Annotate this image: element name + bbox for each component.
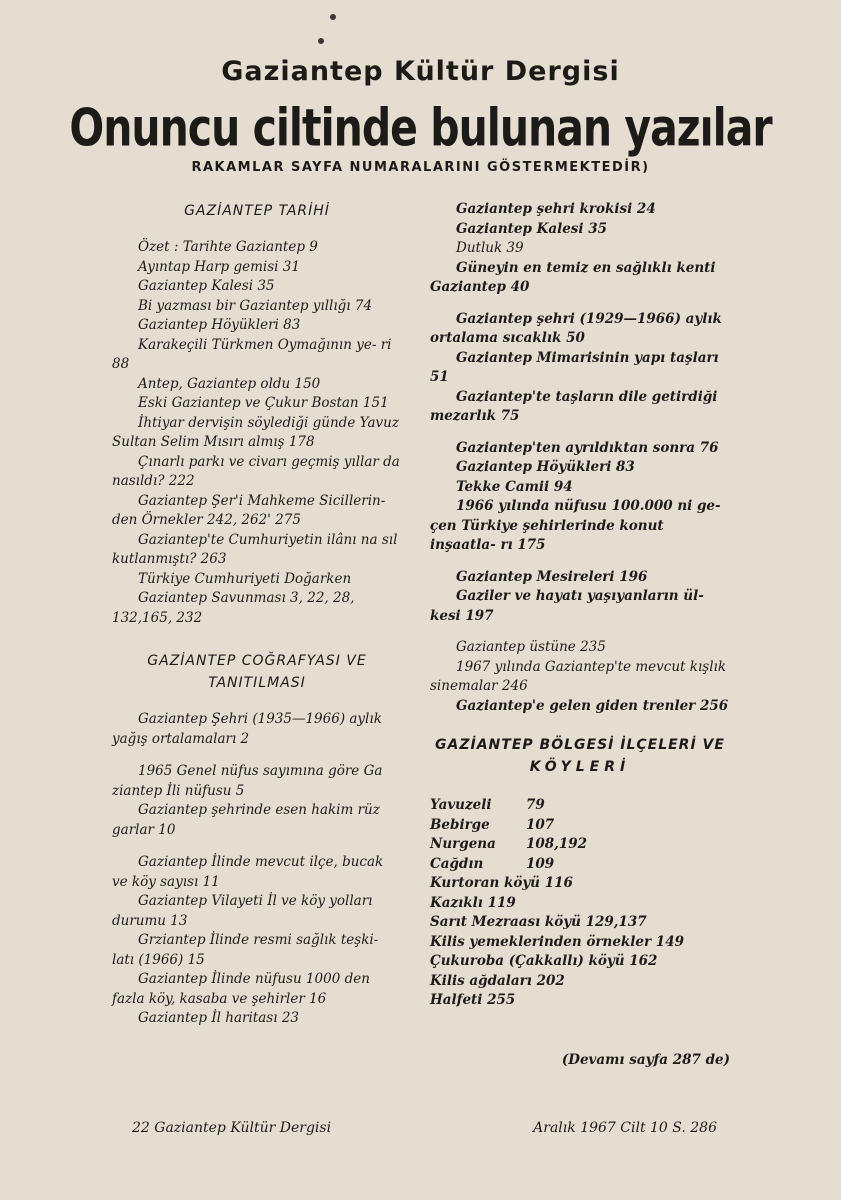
list-item: Gaziantep Kalesi 35: [456, 220, 608, 237]
list-item: Gaziantep şehri (1929—1966) aylık ortalama sıcaklık 50: [430, 310, 722, 346]
footer-left: 22 Gaziantep Kültür Dergisi: [132, 1120, 332, 1136]
left-column: [112, 200, 402, 1029]
list-item: Gaziantep Mesireleri 196: [456, 568, 648, 585]
list-item: [430, 855, 730, 875]
entry-name: Bebirge: [430, 816, 490, 833]
list-item: Gaziantep Höyükleri 83: [138, 317, 301, 333]
list-item: Ayıntap Harp gemisi 31: [138, 258, 300, 275]
section-title-line: KÖYLERİ: [529, 759, 631, 775]
entry-pages: 109: [526, 855, 555, 872]
entry-pages: 107: [526, 816, 555, 833]
list-item: [430, 816, 730, 836]
list-item: Gaziantep Şer'i Mahkeme Sicillerin- den Örnekler 242, 262' 275: [112, 492, 386, 528]
list-item: Gaziantep Kalesi 35: [138, 278, 275, 294]
list-item: [430, 835, 730, 855]
magazine-title: Gaziantep Kültür Dergisi: [221, 56, 620, 87]
list-item: Gaziantep Vilayeti İl ve köy yolları durumu 13: [112, 893, 373, 929]
footer-right: Aralık 1967 Cilt 10 S. 286: [533, 1120, 717, 1136]
right-list-c: [430, 439, 730, 556]
list-item: Gaziantep şehri krokisi 24: [456, 201, 656, 217]
list-item: [430, 796, 730, 816]
section-title-tarih: GAZİANTEP TARİHİ: [184, 203, 330, 219]
list-item: Eski Gaziantep ve Çukur Bostan 151: [138, 395, 389, 411]
page-subtitle: RAKAMLAR SAYFA NUMARALARINI GÖSTERMEKTEDİR): [191, 160, 650, 175]
list-item: Gaziantep İlinde nüfusu 1000 den fazla köy, kasaba ve şehirler 16: [112, 971, 370, 1007]
list-item: İhtiyar dervişin söylediği günde Yavuz Sultan Selim Mısırı almış 178: [112, 414, 399, 450]
section-title-line: GAZİANTEP BÖLGESİ İLÇELERİ VE: [435, 737, 725, 753]
binding-hole: [330, 14, 336, 20]
list-item: Gaziantep Şehri (1935—1966) aylık yağış ortalamaları 2: [112, 711, 382, 747]
binding-hole: [318, 38, 324, 44]
list-item: Dutluk 39: [456, 240, 524, 256]
list-item: Gaziantep'te Cumhuriyetin ilânı na sıl kutlanmıştı? 263: [112, 531, 398, 567]
list-item: Gaziantep şehrinde esen hakim rüz garlar 10: [112, 802, 380, 838]
section-title-cografya: [112, 650, 402, 694]
ilce-entries: [430, 796, 730, 1011]
list-item: Çukuroba (Çakkallı) köyü 162: [430, 953, 658, 969]
list-item: Çınarlı parkı ve civarı geçmiş yıllar da nasıldı? 222: [112, 453, 400, 489]
list-item: Karakeçili Türkmen Oymağının ye- ri 88: [112, 336, 392, 372]
list-item: Gaziantep Mimarisinin yapı taşları 51: [430, 349, 719, 385]
entry-pages: 79: [526, 797, 545, 813]
list-item: Kurtoran köyü 116: [430, 875, 573, 891]
list-item: Özet : Tarihte Gaziantep 9: [138, 239, 318, 255]
list-item: Tekke Camii 94: [456, 478, 573, 495]
entry-pages: 108,192: [526, 836, 588, 852]
list-item: Gaziantep üstüne 235: [456, 639, 606, 655]
section-title-line: TANITILMASI: [208, 675, 306, 691]
page-title: Onuncu ciltinde bulunan yazılar: [69, 98, 772, 158]
list-item: Gaziantep'te taşların dile getirdiği mezarlık 75: [430, 388, 718, 424]
list-item: Kilis yemeklerinden örnekler 149: [430, 933, 684, 950]
list-item: Kazıklı 119: [430, 894, 516, 911]
list-item: Gaziantep'e gelen giden trenler 256: [456, 697, 729, 714]
entry-name: Nurgena: [430, 836, 496, 852]
continued-note: (Devamı sayfa 287 de): [561, 1051, 730, 1068]
list-item: Türkiye Cumhuriyeti Doğarken: [138, 570, 352, 587]
list-item: 1967 yılında Gaziantep'te mevcut kışlık sinemalar 246: [430, 658, 727, 694]
list-item: Gaziantep İl haritası 23: [138, 1010, 299, 1026]
tarih-list: [112, 238, 402, 628]
right-list-b: [430, 310, 730, 427]
list-item: Grziantep İlinde resmi sağlık teşki- latı (1966) 15: [112, 932, 379, 968]
right-list-d: [430, 568, 730, 627]
list-item: Gaziler ve hayatı yaşıyanların ül- kesi 197: [430, 588, 704, 624]
list-item: Antep, Gaziantep oldu 150: [138, 375, 321, 392]
section-title-ilceler: [430, 734, 730, 778]
right-column: [430, 200, 730, 1070]
list-item: Gaziantep Savunması 3, 22, 28, 132,165, 232: [112, 590, 355, 626]
list-item: Gaziantep İlinde mevcut ilçe, bucak ve köy sayısı 11: [112, 854, 384, 890]
list-item: Güneyin en temiz en sağlıklı kenti Gaziantep 40: [430, 259, 716, 295]
entry-name: Yavuzeli: [430, 797, 492, 813]
right-list-e: [430, 638, 730, 716]
list-item: Gaziantep Höyükleri 83: [456, 459, 635, 475]
list-item: Bi yazması bir Gaziantep yıllığı 74: [138, 297, 373, 314]
list-item: Halfeti 255: [430, 992, 516, 1008]
entry-name: Cağdın: [430, 855, 484, 872]
list-item: Kilis ağdaları 202: [430, 972, 565, 989]
list-item: 1966 yılında nüfusu 100.000 ni ge- çen Türkiye şehirlerinde konut inşaatla- rı 175: [430, 498, 721, 553]
cografya-list: [112, 710, 402, 1029]
section-title-line: GAZİANTEP COĞRAFYASI VE: [147, 653, 367, 669]
list-item: Gaziantep'ten ayrıldıktan sonra 76: [456, 439, 719, 456]
right-list-a: [430, 200, 730, 298]
list-item: Sarıt Mezraası köyü 129,137: [430, 914, 647, 930]
list-item: 1965 Genel nüfus sayımına göre Ga ziantep İli nüfusu 5: [112, 763, 383, 799]
